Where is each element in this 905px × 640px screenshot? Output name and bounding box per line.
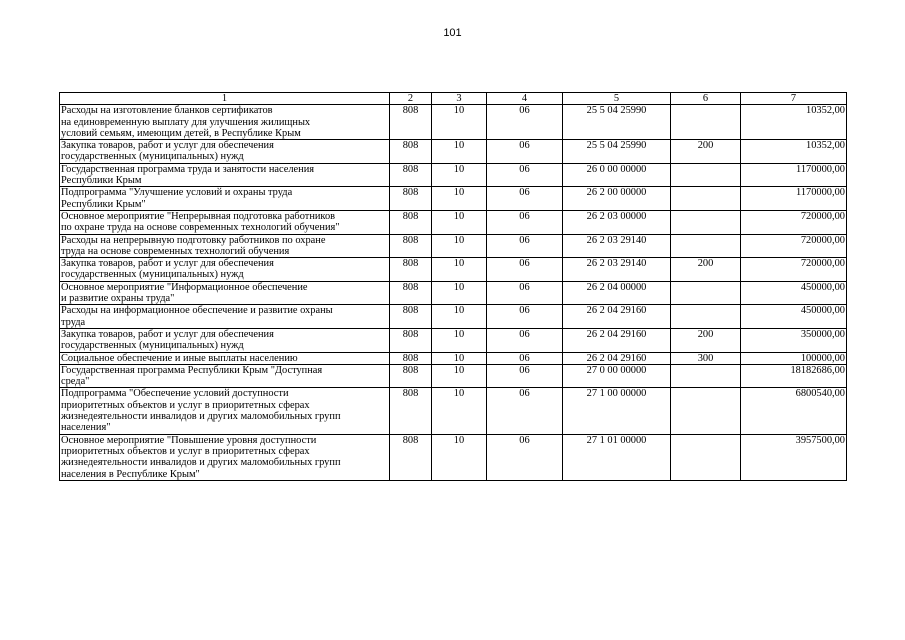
row-target-article-code: 26 2 03 29140 <box>563 258 671 282</box>
row-ministry-code: 808 <box>390 234 432 258</box>
row-description: Закупка товаров, работ и услуг для обеспечения государственных (муниципальных) нужд <box>60 258 390 282</box>
row-amount: 100000,00 <box>741 352 847 364</box>
row-ministry-code: 808 <box>390 187 432 211</box>
column-header: 6 <box>671 93 741 105</box>
row-target-article-code: 26 2 04 29160 <box>563 305 671 329</box>
row-ministry-code: 808 <box>390 328 432 352</box>
row-subsection-code: 06 <box>487 105 563 140</box>
row-description: Расходы на непрерывную подготовку работников по охране труда на основе современных технологий обучения <box>60 234 390 258</box>
row-ministry-code: 808 <box>390 388 432 434</box>
row-ministry-code: 808 <box>390 434 432 480</box>
row-section-code: 10 <box>432 234 487 258</box>
row-section-code: 10 <box>432 328 487 352</box>
table-row <box>60 187 847 211</box>
row-section-code: 10 <box>432 305 487 329</box>
column-header: 5 <box>563 93 671 105</box>
table-header-row <box>60 93 847 105</box>
row-amount: 720000,00 <box>741 210 847 234</box>
row-target-article-code: 26 2 03 29140 <box>563 234 671 258</box>
row-expense-type-code: 200 <box>671 258 741 282</box>
row-description: Основное мероприятие "Информационное обеспечение и развитие охраны труда" <box>60 281 390 305</box>
row-subsection-code: 06 <box>487 234 563 258</box>
row-expense-type-code <box>671 388 741 434</box>
table-row <box>60 434 847 480</box>
row-ministry-code: 808 <box>390 305 432 329</box>
row-amount: 10352,00 <box>741 140 847 164</box>
row-amount: 6800540,00 <box>741 388 847 434</box>
row-amount: 720000,00 <box>741 234 847 258</box>
row-section-code: 10 <box>432 105 487 140</box>
table-row <box>60 210 847 234</box>
row-section-code: 10 <box>432 434 487 480</box>
table-row <box>60 163 847 187</box>
row-amount: 10352,00 <box>741 105 847 140</box>
row-subsection-code: 06 <box>487 388 563 434</box>
row-expense-type-code <box>671 281 741 305</box>
row-description: Государственная программа труда и занятости населения Республики Крым <box>60 163 390 187</box>
row-expense-type-code <box>671 364 741 388</box>
row-section-code: 10 <box>432 258 487 282</box>
row-expense-type-code <box>671 163 741 187</box>
row-expense-type-code <box>671 187 741 211</box>
table-row <box>60 388 847 434</box>
row-expense-type-code <box>671 234 741 258</box>
row-ministry-code: 808 <box>390 163 432 187</box>
table-row <box>60 281 847 305</box>
row-subsection-code: 06 <box>487 434 563 480</box>
row-section-code: 10 <box>432 140 487 164</box>
row-section-code: 10 <box>432 281 487 305</box>
row-target-article-code: 26 2 00 00000 <box>563 187 671 211</box>
column-header: 3 <box>432 93 487 105</box>
row-amount: 720000,00 <box>741 258 847 282</box>
row-amount: 450000,00 <box>741 305 847 329</box>
row-expense-type-code <box>671 210 741 234</box>
row-section-code: 10 <box>432 210 487 234</box>
row-expense-type-code <box>671 305 741 329</box>
row-target-article-code: 26 2 04 29160 <box>563 328 671 352</box>
row-target-article-code: 26 0 00 00000 <box>563 163 671 187</box>
row-ministry-code: 808 <box>390 364 432 388</box>
row-description: Подпрограмма "Улучшение условий и охраны труда Республики Крым" <box>60 187 390 211</box>
row-expense-type-code: 300 <box>671 352 741 364</box>
row-description: Подпрограмма "Обеспечение условий доступности приоритетных объектов и услуг в приоритетных сферах жизнедеятельности инвалидов и других маломобильных групп населения" <box>60 388 390 434</box>
row-section-code: 10 <box>432 352 487 364</box>
row-amount: 18182686,00 <box>741 364 847 388</box>
row-section-code: 10 <box>432 187 487 211</box>
table-row <box>60 364 847 388</box>
row-amount: 350000,00 <box>741 328 847 352</box>
table-row <box>60 234 847 258</box>
column-header: 2 <box>390 93 432 105</box>
row-description: Закупка товаров, работ и услуг для обеспечения государственных (муниципальных) нужд <box>60 328 390 352</box>
row-description: Основное мероприятие "Непрерывная подготовка работников по охране труда на основе современных технологий обучения" <box>60 210 390 234</box>
row-target-article-code: 25 5 04 25990 <box>563 140 671 164</box>
row-subsection-code: 06 <box>487 364 563 388</box>
row-amount: 450000,00 <box>741 281 847 305</box>
column-header: 7 <box>741 93 847 105</box>
row-amount: 3957500,00 <box>741 434 847 480</box>
row-target-article-code: 26 2 04 00000 <box>563 281 671 305</box>
budget-table <box>59 92 847 481</box>
row-subsection-code: 06 <box>487 258 563 282</box>
page-number: 101 <box>443 27 462 39</box>
row-expense-type-code: 200 <box>671 328 741 352</box>
column-header: 4 <box>487 93 563 105</box>
row-ministry-code: 808 <box>390 352 432 364</box>
row-description: Основное мероприятие "Повышение уровня доступности приоритетных объектов и услуг в приоритетных сферах жизнедеятельности инвалидов и других маломобильных групп населения в Республике Крым" <box>60 434 390 480</box>
row-subsection-code: 06 <box>487 328 563 352</box>
row-ministry-code: 808 <box>390 105 432 140</box>
row-expense-type-code: 200 <box>671 140 741 164</box>
row-ministry-code: 808 <box>390 281 432 305</box>
row-expense-type-code <box>671 105 741 140</box>
table-row <box>60 328 847 352</box>
row-subsection-code: 06 <box>487 210 563 234</box>
row-subsection-code: 06 <box>487 352 563 364</box>
table-row <box>60 258 847 282</box>
row-description: Расходы на информационное обеспечение и развитие охраны труда <box>60 305 390 329</box>
row-target-article-code: 26 2 03 00000 <box>563 210 671 234</box>
row-ministry-code: 808 <box>390 258 432 282</box>
row-description: Государственная программа Республики Крым "Доступная среда" <box>60 364 390 388</box>
row-description: Расходы на изготовление бланков сертификатов на единовременную выплату для улучшения жилищных условий семьям, имеющим детей, в Республике Крым <box>60 105 390 140</box>
row-section-code: 10 <box>432 388 487 434</box>
row-target-article-code: 26 2 04 29160 <box>563 352 671 364</box>
row-subsection-code: 06 <box>487 305 563 329</box>
row-amount: 1170000,00 <box>741 187 847 211</box>
row-amount: 1170000,00 <box>741 163 847 187</box>
row-subsection-code: 06 <box>487 187 563 211</box>
row-target-article-code: 27 1 01 00000 <box>563 434 671 480</box>
table-row <box>60 105 847 140</box>
row-ministry-code: 808 <box>390 210 432 234</box>
row-expense-type-code <box>671 434 741 480</box>
row-subsection-code: 06 <box>487 140 563 164</box>
row-target-article-code: 27 1 00 00000 <box>563 388 671 434</box>
row-subsection-code: 06 <box>487 281 563 305</box>
row-description: Закупка товаров, работ и услуг для обеспечения государственных (муниципальных) нужд <box>60 140 390 164</box>
row-ministry-code: 808 <box>390 140 432 164</box>
row-target-article-code: 25 5 04 25990 <box>563 105 671 140</box>
row-section-code: 10 <box>432 364 487 388</box>
table-row <box>60 140 847 164</box>
column-header: 1 <box>60 93 390 105</box>
row-subsection-code: 06 <box>487 163 563 187</box>
table-row <box>60 305 847 329</box>
row-target-article-code: 27 0 00 00000 <box>563 364 671 388</box>
table-row <box>60 352 847 364</box>
row-description: Социальное обеспечение и иные выплаты населению <box>60 352 390 364</box>
row-section-code: 10 <box>432 163 487 187</box>
